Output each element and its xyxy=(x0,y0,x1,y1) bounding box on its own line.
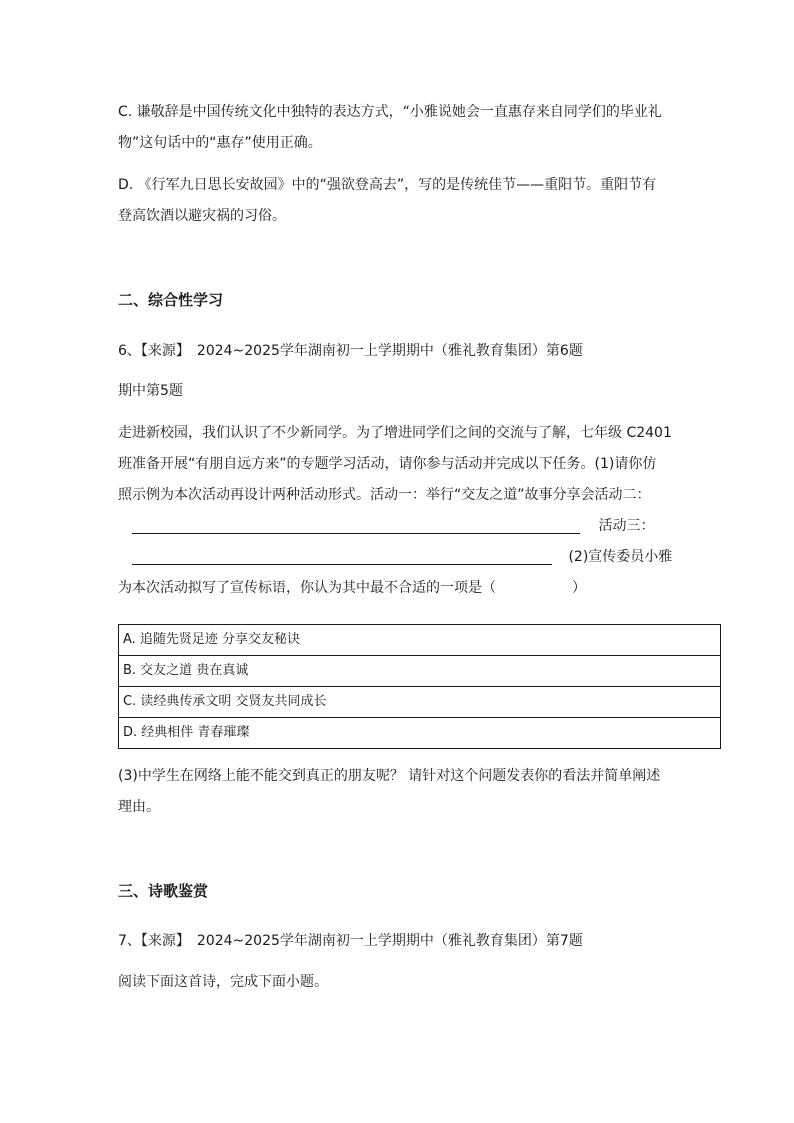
option-d[interactable]: D. 经典相伴 青春璀璨 xyxy=(119,718,721,749)
section-title-poetry-appreciation: 三、诗歌鉴赏 xyxy=(118,882,209,900)
part2-prompt-end: ） xyxy=(572,580,586,596)
option-d-line2: 登高饮酒以避灾祸的习俗。 xyxy=(118,208,286,224)
part2-label: (2)宣传委员小雅 xyxy=(568,549,673,565)
activity2-answer-row xyxy=(118,511,683,542)
question-6-subheader: 期中第5题 xyxy=(118,383,183,399)
option-a[interactable]: A. 追随先贤足迹 分享交友秘诀 xyxy=(119,625,721,656)
question-6-body-line3: 照示例为本次活动再设计两种活动形式。活动一：举行“交友之道”故事分享会活动二： xyxy=(118,487,651,503)
question-7-header: 7、【来源】 2024~2025学年湖南初一上学期期中（雅礼教育集团）第7题 xyxy=(118,933,583,949)
activity3-answer-line[interactable] xyxy=(132,550,552,565)
activity3-label: 活动三： xyxy=(598,518,655,534)
activity2-answer-line[interactable] xyxy=(132,519,580,534)
option-d-line1: D. 《行军九日思长安故园》中的“强欲登高去”，写的是传统佳节——重阳节。重阳节有 xyxy=(118,177,657,193)
activity3-answer-row xyxy=(118,542,683,573)
question-7-body: 阅读下面这首诗，完成下面小题。 xyxy=(118,974,328,990)
option-c-line2: 物”这句话中的“惠存”使用正确。 xyxy=(118,135,322,151)
slogan-options-table xyxy=(118,624,721,749)
question-6-body-line1: 走进新校园，我们认识了不少新同学。为了增进同学们之间的交流与了解，七年级 C2401 xyxy=(118,425,672,441)
option-c[interactable]: C. 读经典传承文明 交贤友共同成长 xyxy=(119,687,721,718)
question-6-body-line2: 班准备开展“有朋自远方来”的专题学习活动，请你参与活动并完成以下任务。(1)请你仿 xyxy=(118,456,657,472)
option-b[interactable]: B. 交友之道 贵在真诚 xyxy=(119,656,721,687)
question-6-part3-line2: 理由。 xyxy=(118,799,160,815)
section-title-integrated-learning: 二、综合性学习 xyxy=(118,291,224,309)
question-6-part3-line1: (3)中学生在网络上能不能交到真正的朋友呢？ 请针对这个问题发表你的看法并简单阐述 xyxy=(118,768,661,784)
option-c-line1: C. 谦敬辞是中国传统文化中独特的表达方式，“小雅说她会一直惠存来自同学们的毕业礼 xyxy=(118,104,662,120)
part2-prompt-text: 为本次活动拟写了宣传标语，你认为其中最不合适的一项是（ xyxy=(118,580,496,596)
question-6-header: 6、【来源】 2024~2025学年湖南初一上学期期中（雅礼教育集团）第6题 xyxy=(118,343,583,359)
question-6-part2-prompt xyxy=(118,573,683,604)
